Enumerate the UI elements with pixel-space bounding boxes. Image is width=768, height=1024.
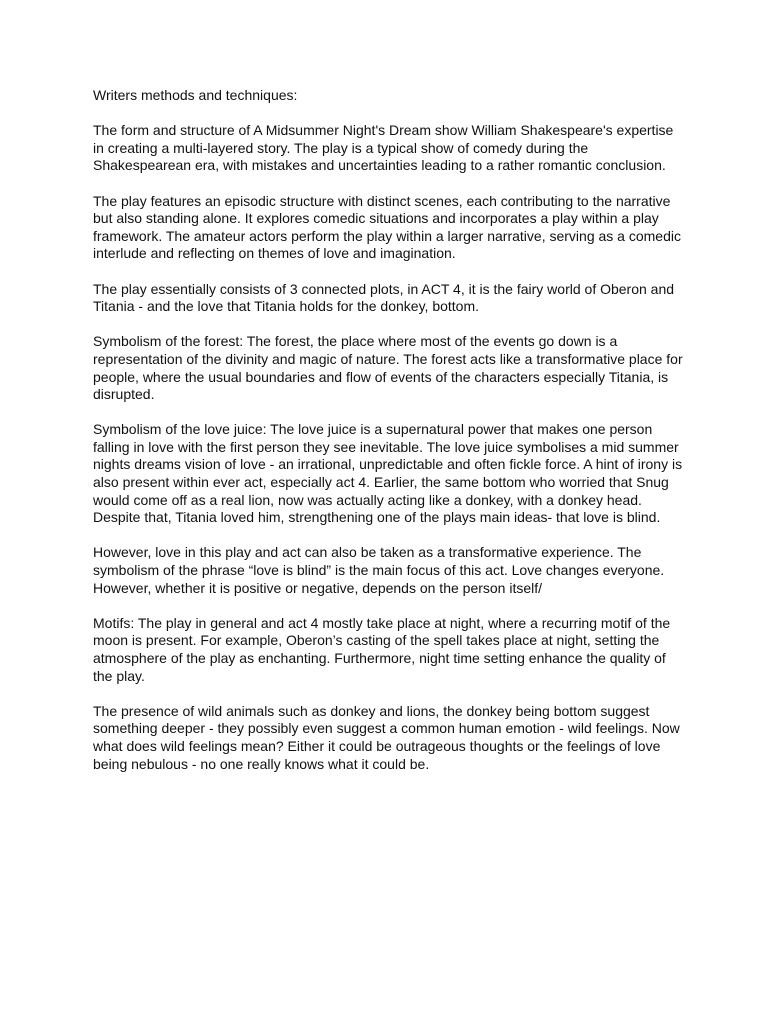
paragraph-connected-plots: The play essentially consists of 3 connected plots, in ACT 4, it is the fairy world of Oberon and Titania - and the love that Titania holds for the donkey, bottom. — [93, 280, 675, 315]
document-heading: Writers methods and techniques: — [93, 87, 298, 103]
paragraph-wild-animals: The presence of wild animals such as donkey and lions, the donkey being bottom suggest something deeper - they possibly even suggest a common human emotion - wild feelings. Now what does wild feelings mean? Either it could be outrageous thoughts or the feelings of love being nebulous - no one really knows what it could be. — [93, 702, 680, 772]
paragraph-love-transformative: However, love in this play and act can also be taken as a transformative experience. The symbolism of the phrase “love is blind” is the main focus of this act. Love changes everyone. However, whether it is positive or negative, depends on the person itself/ — [93, 544, 665, 596]
paragraph-episodic-structure: The play features an episodic structure with distinct scenes, each contributing to the narrative but also standing alone. It explores comedic situations and incorporates a play within a play framework. The amateur actors perform the play within a larger narrative, serving as a comedic interlude and reflecting on themes of love and imagination. — [93, 192, 681, 262]
paragraph-motifs: Motifs: The play in general and act 4 mostly take place at night, where a recurring motif of the moon is present. For example, Oberon’s casting of the spell takes place at night, setting the atmosphere of the play as enchanting. Furthermore, night time setting enhance the quality of the play. — [93, 614, 671, 684]
paragraph-form-structure: The form and structure of A Midsummer Night's Dream show William Shakespeare's expertise in creating a multi-layered story. The play is a typical show of comedy during the Shakespearean era, with mistakes and uncertainties leading to a rather romantic conclusion. — [93, 122, 674, 174]
paragraph-symbolism-love-juice: Symbolism of the love juice: The love juice is a supernatural power that makes one person falling in love with the first person they see inevitable. The love juice symbolises a mid summer nights dreams vision of love - an irrational, unpredictable and often fickle force. A hint of irony is also present within ever act, especially act 4. Earlier, the same bottom who worried that Snug would come off as a real lion, now was actually acting like a donkey, with a donkey head. Despite that, Titania loved him, strengthening one of the plays main ideas- that love is blind. — [93, 421, 683, 526]
document-body — [93, 87, 683, 791]
paragraph-symbolism-forest: Symbolism of the forest: The forest, the place where most of the events go down is a representation of the divinity and magic of nature. The forest acts like a transformative place for people, where the usual boundaries and flow of events of the characters especially Titania, is disrupted. — [93, 333, 683, 403]
